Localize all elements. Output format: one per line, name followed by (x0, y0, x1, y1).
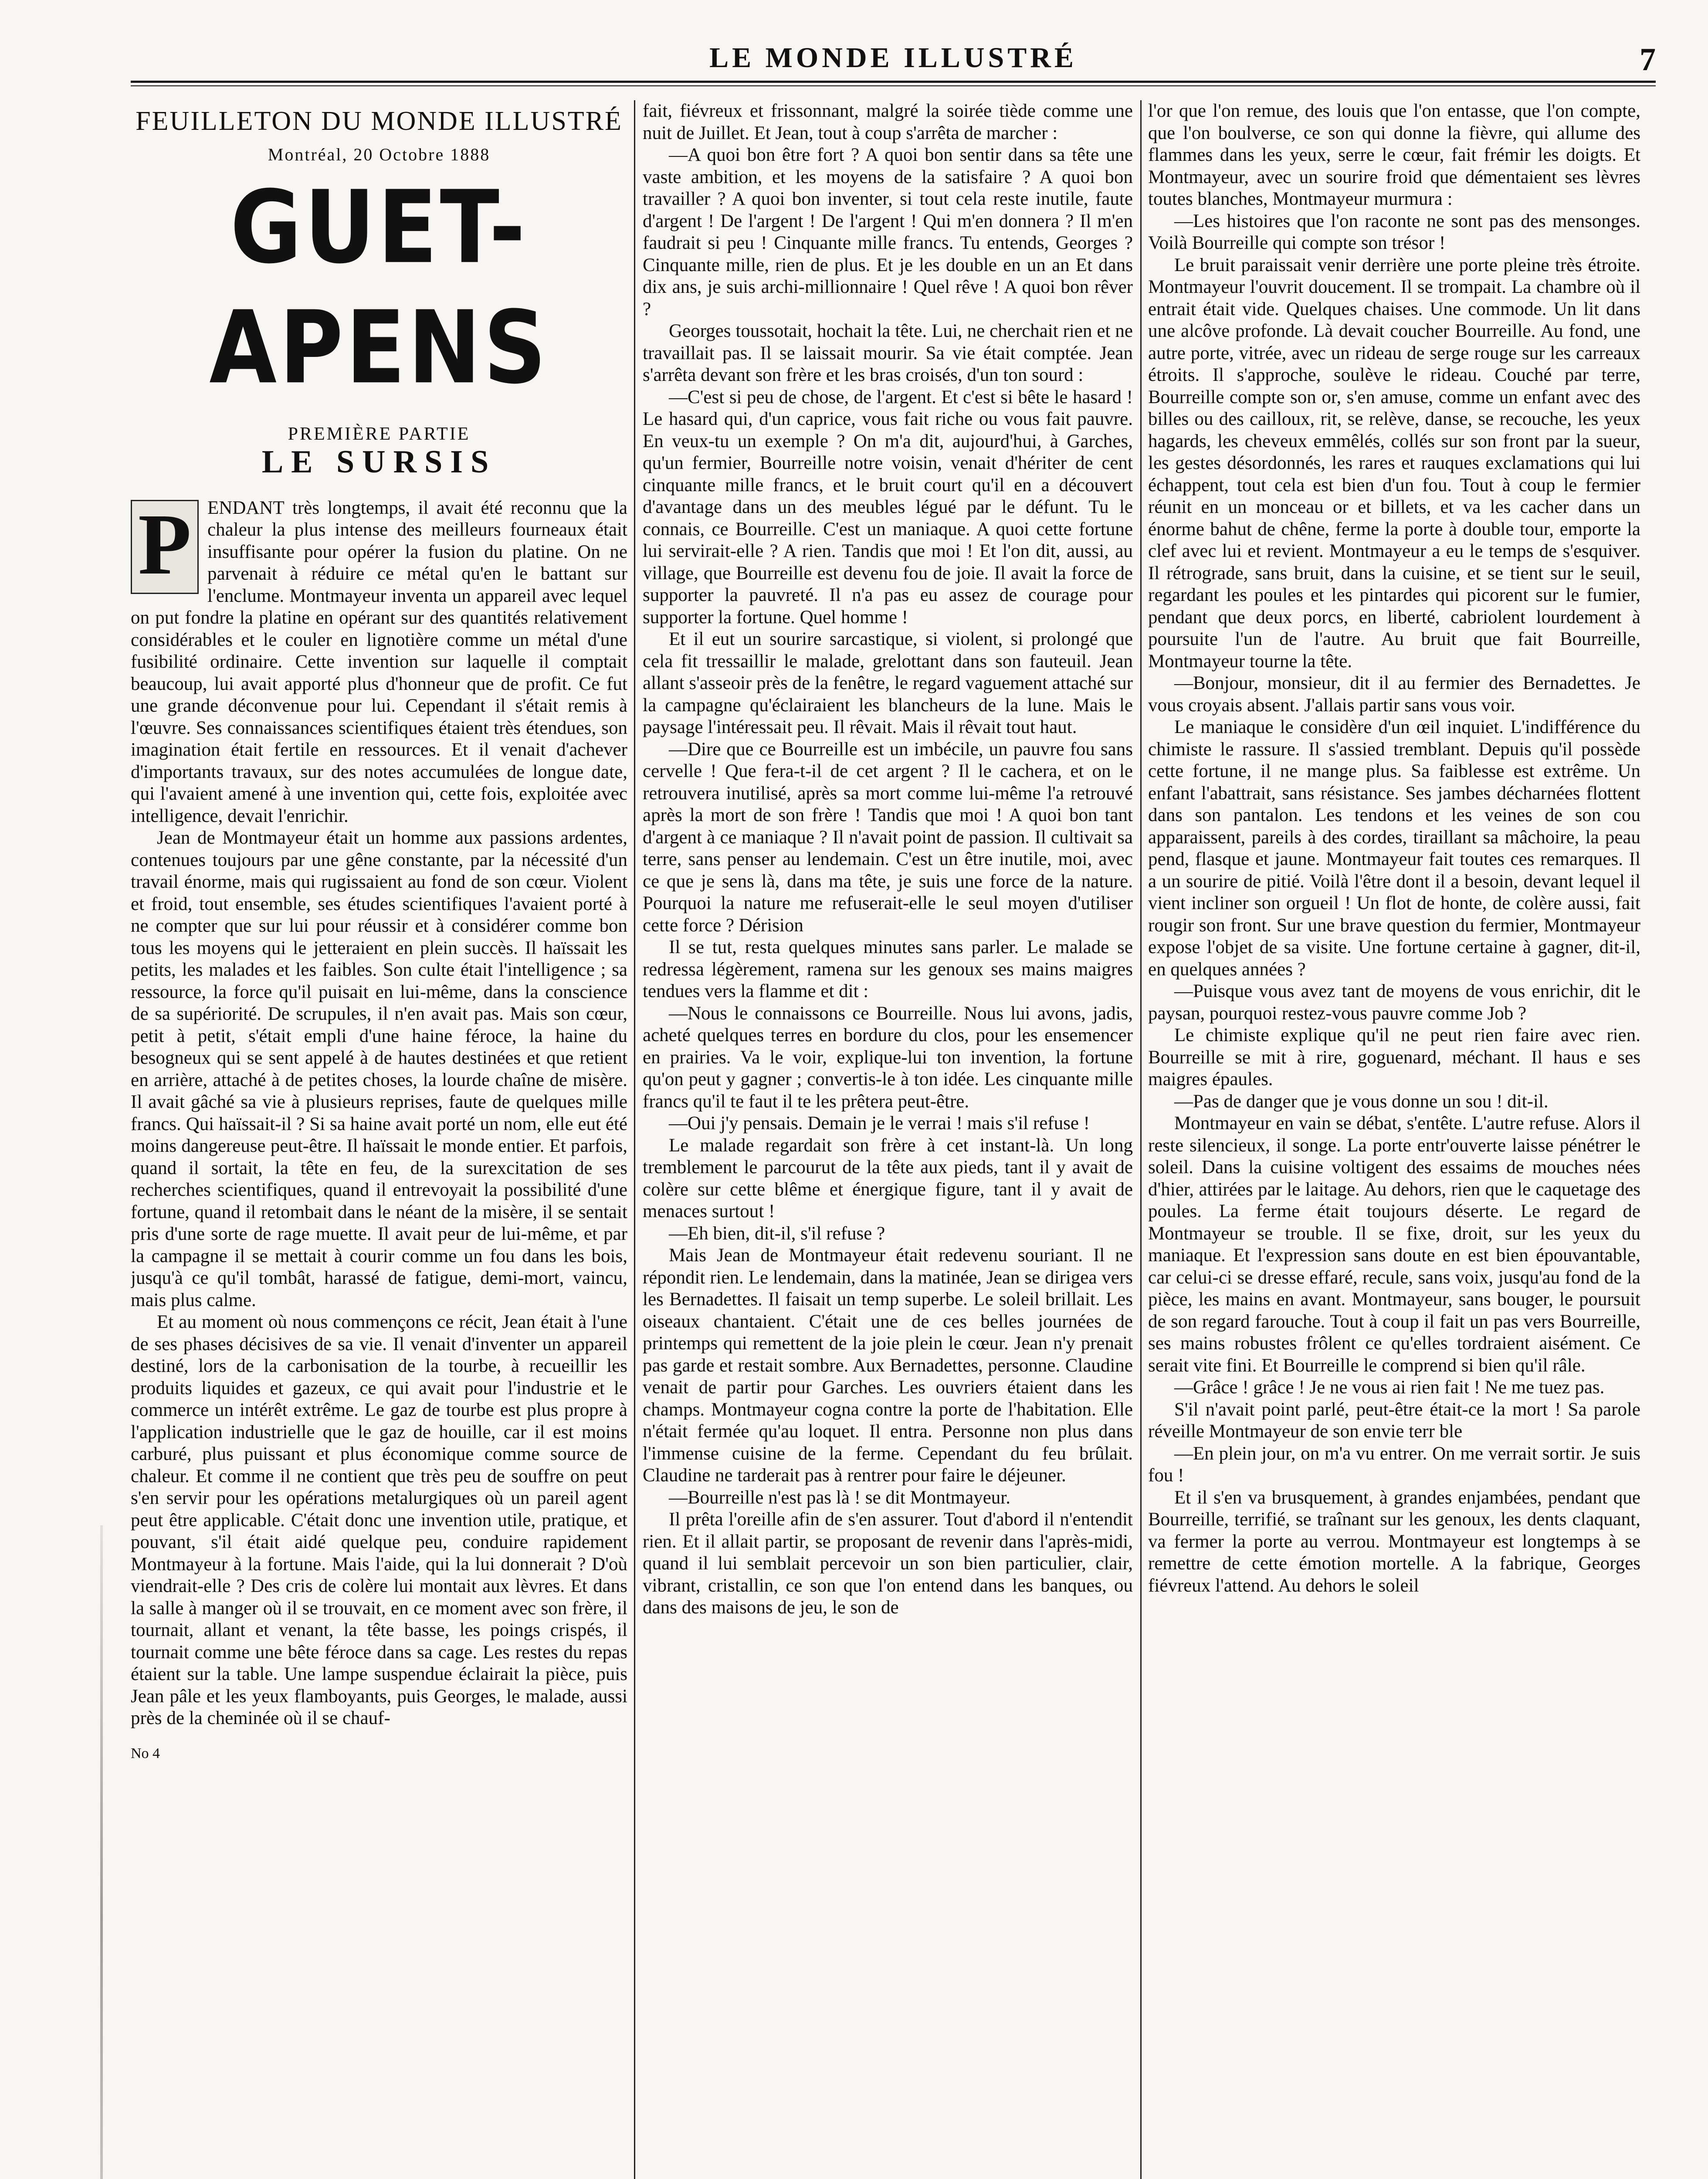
column-1 (131, 100, 627, 2179)
column-2 (643, 100, 1133, 2179)
paragraph: S'il n'avait point parlé, peut-être était-ce la mort ! Sa parole réveille Montmayeur de son envie terr ble (1148, 1399, 1640, 1442)
header-rule (131, 81, 1656, 86)
page-number: 7 (1640, 42, 1656, 78)
paragraph: l'or que l'on remue, des louis que l'on entasse, que l'on compte, que l'on boulverse, ce son qui donne la fièvre, qui allume des flammes dans les yeux, serre le cœur, fait frémir les doigts. Et Montmayeur, avec un sourire froid que démentaient ses lèvres toutes blanches, Montmayeur murmura : (1148, 101, 1640, 209)
paragraph: Mais Jean de Montmayeur était redevenu souriant. Il ne répondit rien. Le lendemain, dans la matinée, Jean se dirigea vers les Bernadettes. Il faisait un temp superbe. Le soleil brillait. Les oiseaux chantaient. C'était une de ces belles journées de printemps qui remettent de la joie plein le cœur. Jean n'y prenait pas garde et restait sombre. Aux Bernadettes, personne. Claudine venait de partir pour Garches. Les ouvriers étaient dans les champs. Montmayeur cogna contre la porte de l'habitation. Elle n'était fermée qu'au loquet. Il entra. Personne non plus dans l'immense cuisine de la ferme. Cependant du feu brûlait. Claudine ne tarderait pas à rentrer pour faire le déjeuner. (643, 1245, 1133, 1486)
first-word: ENDANT (207, 497, 285, 518)
paragraph: —Bonjour, monsieur, dit il au fermier des Bernadettes. Je vous croyais absent. J'allais partir sans vous voir. (1148, 673, 1640, 716)
margin-stain (100, 1525, 103, 2179)
paragraph: Le maniaque le considère d'un œil inquiet. L'indifférence du chimiste le rassure. Il s'assied tremblant. Depuis qu'il possède cette fortune, il ne mange plus. Sa faiblesse est extrême. Un enfant l'abattrait, sans résistance. Ses jambes décharnées flottent dans son pantalon. Les tendons et les veines de son cou apparaissent, pareils à des cordes, tiraillant sa mâchoire, la peau pend, flasque et jaune. Montmayeur fait toutes ces remarques. Il a un sourire de pitié. Voilà l'être dont il a besoin, devant lequel il vient incliner son orgueil ! Un flot de honte, de colère aussi, fait rougir son front. Sur une brave question du fermier, Montmayeur expose l'objet de sa visite. Une fortune certaine à gagner, dit-il, en quelques années ? (1148, 717, 1640, 980)
issue-number: No 4 (131, 1745, 160, 1762)
paragraph: —Nous le connaissons ce Bourreille. Nous lui avons, jadis, acheté quelques terres en bordure du clos, pour les ensemencer en prairies. Va le voir, explique-lui ton invention, la fortune qu'on peut y gagner ; convertis-le à ton idée. Les cinquante mille francs qu'il te faut il te les prêtera peut-être. (643, 1003, 1133, 1112)
paragraph: Et il s'en va brusquement, à grandes enjambées, pendant que Bourreille, terrifié, se traînant sur les genoux, les dents claquant, va fermer la porte au verrou. Montmayeur est longtemps à se remettre de cette émotion mortelle. A la fabrique, Georges fiévreux l'attend. Au dehors le soleil (1148, 1487, 1640, 1596)
paragraph: Et au moment où nous commençons ce récit, Jean était à l'une de ses phases décisives de sa vie. Il venait d'inventer un appareil destiné, lors de la carbonisation de la tourbe, à recueillir les produits liquides et gazeux, ce qui avait pour l'industrie et le commerce un intérêt extrême. Le gaz de tourbe est plus propre à l'application industrielle que le gaz de houille, car il est moins carburé, plus puissant et plus économique comme source de chaleur. Et comme il ne contient que très peu de souffre on peut s'en servir pour les opérations metalurgiques où un pareil agent peut être applicable. C'était donc une invention utile, pratique, et pouvant, s'il était aidé quelque peu, conduire rapidement Montmayeur à la fortune. Mais l'aide, qui la lui donnerait ? D'où viendrait-elle ? Des cris de colère lui montait aux lèvres. Et dans la salle à manger où il se trouvait, en ce moment avec son frère, il tournait, allant et venant, la tête basse, les poings crispés, il tournait comme une bête féroce dans sa cage. Les restes du repas étaient sur la table. Une lampe suspendue éclairait la pièce, puis Jean pâle et les yeux flamboyants, puis Georges, le malade, aussi près de la cheminée où il se chauf- (131, 1312, 627, 1728)
drop-cap: P (131, 500, 199, 594)
column-3 (1148, 100, 1640, 2179)
paragraph: —Oui j'y pensais. Demain je le verrai ! mais s'il refuse ! (669, 1113, 1090, 1134)
paragraph: Georges toussotait, hochait la tête. Lui, ne cherchait rien et ne travaillait pas. Il se laissait mourir. Sa vie était comptée. Jean s'arrêta devant son frère et les bras croisés, d'un ton sourd : (643, 321, 1133, 385)
paragraph: Il se tut, resta quelques minutes sans parler. Le malade se redressa légèrement, ramena sur les genoux ses mains maigres tendues vers la flamme et dit : (643, 937, 1133, 1001)
column-divider (1140, 100, 1142, 2179)
column-divider (634, 100, 635, 2179)
paragraph: Le malade regardait son frère à cet instant-là. Un long tremblement le parcourut de la tête aux pieds, tant il y avait de colère sur cette blême et énergique figure, tant il y avait de menaces surtout ! (643, 1135, 1133, 1222)
paragraph: —Dire que ce Bourreille est un imbécile, un pauvre fou sans cervelle ! Que fera-t-il de cet argent ? Il le cachera, et on le retrouvera inutilisé, après sa mort comme lui-même l'a retrouvé après la mort de son frère ! Tandis que moi ! A quoi bon tant d'argent à ce maniaque ? Il n'avait point de passion. Il cultivait sa terre, sans penser au lendemain. C'est un être inutile, moi, avec ce que je sens là, dans ma tête, je suis une force de la nature. Pourquoi la nature me refuserait-elle le seul moyen d'utiliser cette force ? Dérision (643, 739, 1133, 936)
dateline: Montréal, 20 Octobre 1888 (268, 145, 491, 164)
paragraph: Il prêta l'oreille afin de s'en assurer. Tout d'abord il n'entendit rien. Et il allait partir, se proposant de revenir dans l'après-midi, quand il lui semblait percevoir un son bien particulier, clair, vibrant, cristallin, ce son que l'on entend dans les banques, ou dans des maisons de jeu, le son de (643, 1509, 1133, 1618)
masthead: LE MONDE ILLUSTRÉ (709, 42, 1077, 74)
paragraph: Montmayeur en vain se débat, s'entête. L'autre refuse. Alors il reste silencieux, il songe. La porte entr'ouverte laisse pénétrer le soleil. Dans la cuisine voltigent des essaims de mouches nées d'hier, attirées par le laitage. Au dehors, rien que le caquetage des poules. La ferme était toujours déserte. Le regard de Montmayeur se trouble. Il se fixe, droit, sur les yeux du maniaque. Et l'expression sans doute en est bien épouvantable, car celui-ci se dresse effaré, recule, sans voix, jusqu'au fond de la pièce, les mains en avant. Montmayeur, sans bouger, le poursuit de son regard farouche. Tout à coup il fait un pas vers Bourreille, ses mains robustes frôlent ce qu'elles tordraient aisément. Ce serait vite fini. Et Bourreille le comprend si bien qu'il râle. (1148, 1113, 1640, 1376)
paragraph: fait, fiévreux et frissonnant, malgré la soirée tiède comme une nuit de Juillet. Et Jean, tout à coup s'arrêta de marcher : (643, 101, 1133, 143)
paragraph: —Les histoires que l'on raconte ne sont pas des mensonges. Voilà Bourreille qui compte son trésor ! (1148, 210, 1640, 253)
paragraph: —C'est si peu de chose, de l'argent. Et c'est si bête le hasard ! Le hasard qui, d'un caprice, vous fait riche ou vous fait pauvre. En veux-tu un exemple ? On m'a dit, aujourd'hui, à Garches, qu'un fermier, Bourreille notre voisin, venait d'hériter de cent cinquante mille francs, et le bruit court qu'il en a découvert d'avantage dans un des meubles légué par le défunt. Tu le connais, ce Bourreille. C'est un maniaque. A quoi cette fortune lui servirait-elle ? A rien. Tandis que moi ! Et l'on dit, aussi, au village, que Bourreille est devenu fou de joie. Il avait la force de supporter la pauvreté. Il n'a pas eu assez de courage pour supporter la fortune. Quel homme ! (643, 387, 1133, 628)
paragraph: Et il eut un sourire sarcastique, si violent, si prolongé que cela fit tressaillir le malade, grelottant dans son fauteuil. Jean allant s'asseoir près de la fenêtre, le regard vaguement attaché sur la campagne qu'éclairaient les blancheurs de la lune. Mais le paysage l'intéressait peu. Il rêvait. Mais il rêvait tout haut. (643, 629, 1133, 737)
part-heading: PREMIÈRE PARTIE (288, 424, 471, 444)
paragraph: —A quoi bon être fort ? A quoi bon sentir dans sa tête une vaste ambition, et les moyens de la satisfaire ? A quoi bon travailler ? A quoi bon inventer, si tout cela reste inutile, faute d'argent ! De l'argent ! De l'argent ! Qui m'en donnera ? Il m'en faudrait si peu ! Cinquante mille francs. Tu entends, Georges ? Cinquante mille, rien de plus. Et je les double en un an Et dans dix ans, je suis archi-millionnaire ! Quel rêve ! A quoi bon rêver ? (643, 145, 1133, 319)
paragraph: Le bruit paraissait venir derrière une porte pleine très étroite. Montmayeur l'ouvrit doucement. Il se trompait. La chambre où il entrait était vide. Quelques chaises. Une commode. Un lit dans une alcôve profonde. Là devait coucher Bourreille. Au fond, une autre porte, vitrée, avec un rideau de serge rouge sur les carreaux étroits. Il s'approche, soulève le rideau. Couché par terre, Bourreille compte son or, s'en amuse, comme un enfant avec des billes ou des cailloux, rit, se relève, danse, se recouche, les yeux hagards, les cheveux emmêlés, collés sur son front par la sueur, les gestes désordonnés, les rares et rauques exclamations qui lui échappent, tout cela est bien d'un fou. Tout à coup le fermier réunit en un monceau or et billets, et va les cacher dans un énorme bahut de chêne, ferme la porte à double tour, emporte la clef avec lui et revient. Montmayeur a eu le temps de s'esquiver. Il rétrograde, sans bruit, dans la cuisine, et se tient sur le seuil, regardant les poules et les pintardes qui picorent sur le fumier, pendant que deux porcs, en liberté, cabriolent lourdement à poursuite l'un de l'autre. Au bruit que fait Bourreille, Montmayeur tourne la tête. (1148, 255, 1640, 672)
feuilleton-heading: FEUILLETON DU MONDE ILLUSTRÉ (136, 106, 623, 136)
paragraph: P ENDANT très longtemps, il avait été reconnu que la chaleur la plus intense des meilleurs fourneaux était insuffisante pour opérer la fusion du platine. On ne parvenait à réduire ce métal qu'en le battant sur l'enclume. Montmayeur inventa un appareil avec lequel on put fondre la platine en opérant sur des quantités relativement considérables et le couler en lignotière comme un métal d'une fusibilité ordinaire. Cette invention sur laquelle il comptait beaucoup, lui avait apporté plus d'honneur que de profit. Ce fut une grande déconvenue pour lui. Cependant il s'était remis à l'œuvre. Ses connaissances scientifiques étaient très étendues, son imagination était fertile en ressources. Et il venait d'achever d'importants travaux, sur des notes accumulées de longue date, qui l'avaient amené à une invention qui, cette fois, exploitée avec intelligence, devait l'enrichir. (131, 496, 627, 826)
paragraph: —Puisque vous avez tant de moyens de vous enrichir, dit le paysan, pourquoi restez-vous pauvre comme Job ? (1148, 981, 1640, 1024)
paragraph: —Eh bien, dit-il, s'il refuse ? (669, 1223, 885, 1244)
paragraph: Jean de Montmayeur était un homme aux passions ardentes, contenues toujours par une gêne constante, par la nécessité d'un travail énorme, mais qui rugissaient au fond de son cœur. Violent et froid, tout ensemble, ses études scientifiques l'avaient porté à ne compter que sur lui pour réussir et à considérer comme bon tous les moyens qui le jetteraient en plein succès. Il haïssait les petits, les malades et les faibles. Son culte était l'intelligence ; sa ressource, la force qu'il puisait en lui-même, dans la conscience de sa supériorité. De scrupules, il n'en avait pas. Mais son cœur, petit à petit, s'était empli d'une haine féroce, la haine du besogneux qui se sent appelé à de hautes destinées et que retient en arrière, attaché à de petites choses, la lourde chaîne de misère. Il avait gâché sa vie à plusieurs reprises, faute de quelques mille francs. Qui haïssait-il ? Si sa haine avait porté un nom, elle eut été moins dangereuse peut-être. Il haïssait le monde entier. Et parfois, quand il sortait, la tête en feu, de la surexcitation de ses recherches scientifiques, quand il entrevoyait la possibilité d'une fortune, quand il retombait dans le néant de la misère, il se sentait pris d'une sorte de rage muette. Il avait peur de lui-même, et par la campagne il se mettait à courir comme un fou dans les bois, jusqu'à ce qu'il tombât, harassé de fatigue, demi-mort, vaincu, mais plus calme. (131, 828, 627, 1310)
page-header (131, 41, 1656, 81)
paragraph: —Pas de danger que je vous donne un sou ! dit-il. (1174, 1091, 1549, 1112)
story-title: GUET-APENS (209, 169, 549, 406)
paragraph: —En plein jour, on m'a vu entrer. On me verrait sortir. Je suis fou ! (1148, 1443, 1640, 1486)
paragraph: —Bourreille n'est pas là ! se dit Montmayeur. (669, 1487, 1010, 1508)
chapter-subtitle: LE SURSIS (261, 444, 497, 480)
paragraph: —Grâce ! grâce ! Je ne vous ai rien fait ! Ne me tuez pas. (1174, 1377, 1605, 1398)
paragraph: Le chimiste explique qu'il ne peut rien faire avec rien. Bourreille se mit à rire, goguenard, méchant. Il haus e ses maigres épaules. (1148, 1025, 1640, 1090)
